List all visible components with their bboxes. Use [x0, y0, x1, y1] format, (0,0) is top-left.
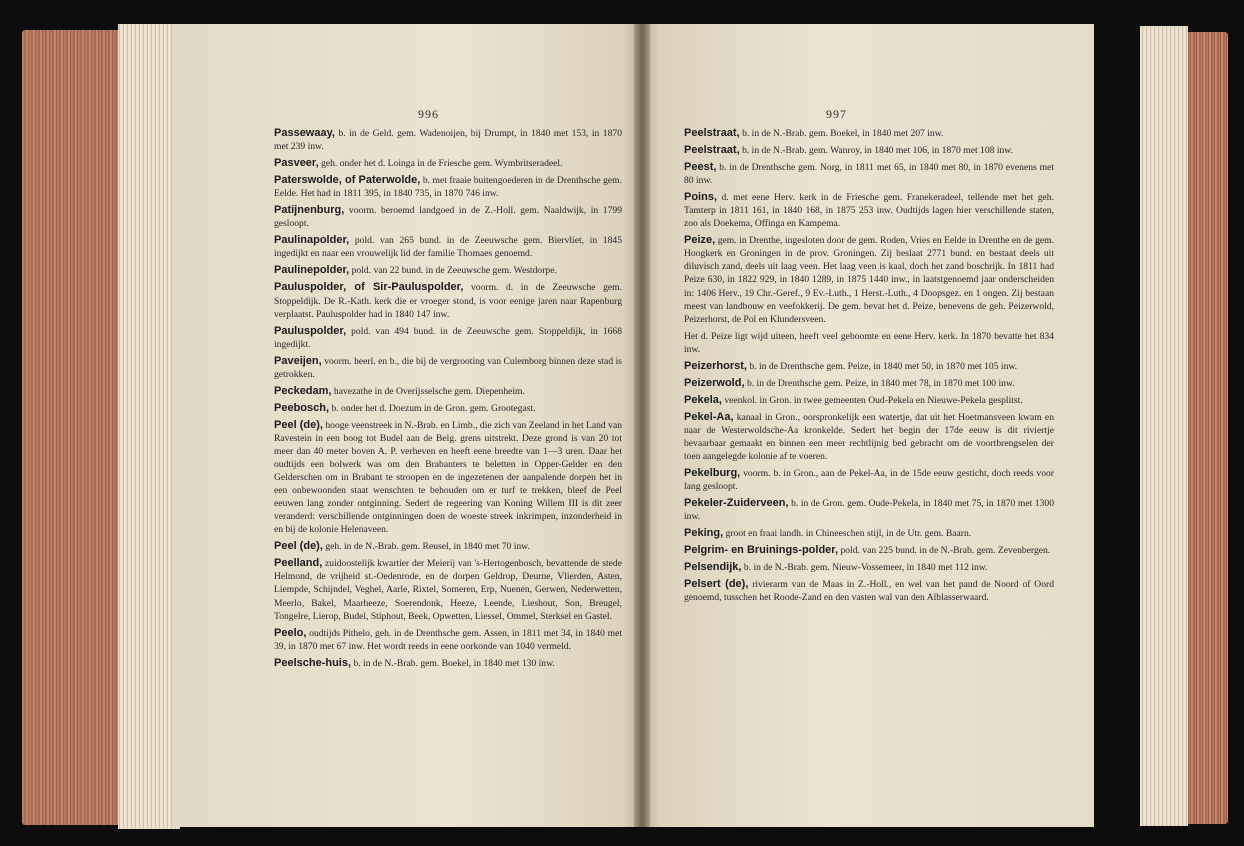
entry-text: pold. van 265 bund. in de Zeeuwsche gem. Biervliet, in 1845 ingedijkt en naar een vrouwelijk lid der familie Thomaes genoemd. — [274, 235, 622, 260]
entry-text: havezathe in de Overijsselsche gem. Diepenheim. — [333, 385, 525, 397]
dictionary-entry — [684, 561, 1054, 574]
dictionary-entry — [684, 191, 1054, 230]
entry-text: oudtijds Pithelo, geh. in de Drenthsche gem. Assen, in 1811 met 34, in 1840 met 39, in 1870 met 67 inw. Het wordt reeds in eene oorkonde van 1040 vermeld. — [274, 627, 622, 652]
dictionary-entry — [274, 127, 622, 153]
dictionary-entry — [274, 204, 622, 230]
entry-text: gem. in Drenthe, ingesloten door de gem. Roden, Vries en Eelde in Drenthe en de gem. Hoogkerk en Groningen in de prov. Groningen. Zij beslaat 2771 bund. en bestaat deels uit diluvisch zand, deels uit laag veen. Het laag veen is kaal, doch het zand boschrijk. In 1811 had Peize 630, in 1822 929, in 1840 1289, in 1875 1440 inw., in laatstgenoemd jaar onderscheiden in: 1406 Herv., 19 Chr.-Geref., 9 Ev.-Luth., 1 Herst.-Luth., 4 Doopsgez. en 1 ongen. Zij bestaan meest van landbouw en veefokkerij. De gem. bevat het d. Peize, benevens de geh. Peizerwold, Peizerhorst, de Pol en Klundersveen. — [684, 235, 1054, 325]
entry-headword: Peckedam, — [274, 384, 332, 397]
entry-text: b. in de Drenthsche gem. Peize, in 1840 met 50, in 1870 met 105 inw. — [749, 360, 1018, 372]
entry-text: b. in de Drenthsche gem. Peize, in 1840 met 78, in 1870 met 100 inw. — [746, 377, 1015, 389]
dictionary-entry — [274, 264, 622, 277]
entry-headword: Peelstraat, — [684, 144, 740, 157]
entry-text: zuidoostelijk kwartier der Meierij van 's-Hertogenbosch, bevattende de stede Helmond, de vrijheid st.-Oedenrode, en de dorpen Geldrop, Deurne, Vlierden, Asten, Liempde, Schijndel, Veghel, Aarle, Rixtel, Someren, Erp, Nuenen, Gerwen, Nederwetten, Meerlo, Bakel, Maarheeze, Soerendonk, Heeze, Leende, Lieshout, Son, Breugel, Tongelre, Lierop, Budel, Stiphout, Beek, Opwetten, Liessel, Ommel, Sterksel en Gastel. — [274, 558, 622, 622]
dictionary-entry — [684, 544, 1054, 557]
entry-headword: Peizerhorst, — [684, 359, 747, 372]
dictionary-entry — [274, 540, 622, 553]
left-page — [172, 24, 642, 827]
entry-headword: Peelsche-huis, — [274, 656, 352, 669]
page-number: 996 — [418, 107, 439, 121]
entry-headword: Pekelburg, — [684, 467, 741, 480]
entry-text: geh. onder het d. Loinga in de Friesche gem. Wymbritseradeel. — [321, 158, 563, 170]
dictionary-entry — [684, 527, 1054, 540]
entry-headword: Peizerwold, — [684, 376, 745, 389]
dictionary-entry — [684, 497, 1054, 523]
entry-headword: Pasveer, — [274, 157, 319, 170]
entry-text: rivierarm van de Maas in Z.-Holl., en wel van het pand de Noord of Oord genoemd, tusschen het Roode-Zand en den vasten wal van den Alblasserwaard. — [684, 579, 1054, 604]
dictionary-entry — [684, 330, 1054, 356]
entry-text: voorm. beroemd landgoed in de Z.-Holl. gem. Naaldwijk, in 1799 gesloopt. — [274, 205, 622, 230]
dictionary-entry — [684, 161, 1054, 187]
dictionary-entry — [274, 281, 622, 320]
dictionary-entry — [274, 355, 622, 381]
entry-headword: Passewaay, — [274, 127, 335, 139]
entry-text: voorm. b. in Gron., aan de Pekel-Aa, in de 15de eeuw gesticht, doch reeds voor lang gesloopt. — [684, 468, 1054, 493]
dictionary-entry — [274, 627, 622, 653]
entry-headword: Peelo, — [274, 626, 307, 639]
entry-text: b. in de Geld. gem. Wadenoijen, bij Drumpt, in 1840 met 153, in 1870 met 239 inw. — [274, 128, 622, 153]
dictionary-entry — [274, 557, 622, 622]
entry-headword: Paveijen, — [274, 354, 322, 367]
entry-text: kanaal in Gron., oorspronkelijk een watertje, dat uit het Hoetmansveen kwam en naar de Westerwoldsche-Aa kronkelde. Sedert het begin der 17de eeuw is dit riviertje bevaarbaar gemaakt en binnen een meer rechtlijnig bed gebracht om de voortbrengselen der toen aangelegde kolonie af te voeren. — [684, 411, 1054, 463]
dictionary-entry — [274, 234, 622, 260]
entry-text: b. in de N.-Brab. gem. Boekel, in 1840 met 130 inw. — [353, 657, 555, 669]
dictionary-entry — [684, 467, 1054, 493]
entry-text: geh. in de N.-Brab. gem. Reusel, in 1840 met 70 inw. — [325, 541, 530, 553]
dictionary-entry — [684, 377, 1054, 390]
entry-text: b. in de Drenthsche gem. Norg, in 1811 met 65, in 1840 met 80, in 1870 evenens met 80 inw. — [684, 162, 1054, 187]
entry-headword: Pelgrim- en Bruinings-polder, — [684, 544, 839, 557]
entry-headword: Paterswolde, of Paterwolde, — [274, 174, 421, 187]
dictionary-entry — [274, 402, 622, 415]
page-number: 997 — [826, 107, 847, 121]
entry-headword: Pelsert (de), — [684, 578, 749, 591]
dictionary-entry — [274, 325, 622, 351]
page-stack-left — [118, 24, 180, 829]
entry-text: b. in de N.-Brab. gem. Boekel, in 1840 met 207 inw. — [742, 128, 944, 139]
entry-text: b. onder het d. Doezum in de Gron. gem. Grootegast. — [331, 402, 536, 414]
entry-headword: Peel (de), — [274, 418, 323, 431]
entry-headword: Pekela, — [684, 393, 722, 406]
entry-text: b. in de N.-Brab. gem. Wanroy, in 1840 met 106, in 1870 met 108 inw. — [742, 145, 1013, 157]
dictionary-entry — [684, 144, 1054, 157]
entry-text: pold. van 225 bund. in de N.-Brab. gem. Zevenbergen. — [840, 545, 1051, 557]
entry-text: hooge veenstreek in N.-Brab. en Limb., die zich van Zeeland in het Land van Ravestein in een boog tot Budel aan de Belg. grens uitstrekt. Deze grond is van 20 tot meer dan 40 meter boven A. P. verheven en heeft eene breedte van 1—3 uren. Daar het oudtijds een bolwerk was om den Brabanters te beletten in Opper-Gelder en den Gelderschen om in Brabant te stroopen en de ingezetenen der aanpalende dorpen het in een onbewoonden staat wenschten te behouden om er turf te trekken, bleef de Peel eeuwen lang zonder ontginning. Sedert de regeering van Koning Willem III is dit zeer veranderd: verschillende ontginningen doen de woeste streek inkrimpen, inzonderheid in en bij de kolonie Helenaveen. — [274, 419, 622, 536]
entry-text: voorm. heerl. en b., die bij de vergrooting van Culemborg binnen deze stad is getrokken. — [274, 355, 622, 380]
entry-headword: Peel (de), — [274, 540, 323, 553]
entry-text: veenkol. in Gron. in twee gemeenten Oud-Pekela en Nieuwe-Pekela gesplitst. — [724, 394, 1023, 406]
entry-headword: Pekeler-Zuiderveen, — [684, 497, 789, 510]
dictionary-entry — [274, 157, 622, 170]
entry-headword: Peest, — [684, 161, 717, 174]
dictionary-entry — [684, 127, 1054, 140]
entry-text: pold. van 494 bund. in de Zeeuwsche gem. Stoppeldijk, in 1668 ingedijkt. — [274, 325, 623, 350]
page-stack-right — [1140, 26, 1188, 826]
dictionary-entry — [684, 360, 1054, 373]
entry-text: voorm. d. in de Zeeuwsche gem. Stoppeldijk. De R.-Kath. kerk die er vroeger stond, is voor eenige jaren naar Rapenburg verplaatst. Pauluspolder had in 1840 147 inw. — [274, 282, 623, 320]
dictionary-entry — [684, 578, 1054, 604]
dictionary-entry — [274, 174, 622, 200]
dictionary-entry — [684, 234, 1054, 325]
entry-text: Het d. Peize ligt wijd uiteen, heeft veel geboomte en eene Herv. kerk. In 1870 bevatte het 834 inw. — [684, 330, 1054, 355]
entry-headword: Pauluspolder, of Sir-Pauluspolder, — [274, 281, 464, 294]
entry-text: b. met fraaie buitengoederen in de Drenthsche gem. Eelde. Het had in 1811 395, in 1840 735, in 1870 746 inw. — [274, 175, 623, 200]
left-column — [274, 127, 622, 674]
entry-headword: Peelstraat, — [684, 127, 740, 139]
entry-headword: Patijnenburg, — [274, 204, 345, 217]
right-column — [684, 127, 1054, 609]
entry-headword: Peking, — [684, 527, 724, 540]
entry-headword: Pauluspolder, — [274, 324, 347, 337]
entry-headword: Peebosch, — [274, 401, 330, 414]
entry-headword: Poins, — [684, 191, 718, 204]
entry-text: pold. van 22 bund. in de Zeeuwsche gem. Westdorpe. — [351, 265, 557, 277]
entry-headword: Pelsendijk, — [684, 561, 742, 574]
entry-headword: Pekel-Aa, — [684, 410, 734, 423]
book-gutter — [634, 24, 650, 827]
entry-text: groot en fraai landh. in Chineeschen stijl, in de Utr. gem. Baarn. — [725, 528, 972, 540]
entry-text: b. in de Gron. gem. Oude-Pekela, in 1840 met 75, in 1870 met 1300 inw. — [684, 498, 1054, 523]
entry-headword: Peize, — [684, 234, 716, 247]
dictionary-entry — [684, 411, 1054, 463]
entry-headword: Peelland, — [274, 557, 323, 570]
right-page — [642, 24, 1094, 827]
open-book — [22, 18, 1228, 833]
dictionary-entry — [274, 385, 622, 398]
dictionary-entry — [274, 657, 622, 670]
entry-headword: Paulinepolder, — [274, 264, 350, 277]
entry-headword: Paulinapolder, — [274, 234, 350, 247]
entry-text: b. in de N.-Brab. gem. Nieuw-Vossemeer, in 1840 met 112 inw. — [743, 562, 988, 574]
entry-text: d. met eene Herv. kerk in de Friesche gem. Franekeradeel, tellende met het geh. Tamterp in 1811 161, in 1840 168, in 1875 253 inw. Oudtijds lagen hier verschillende staten, zoo als Doekema, Offinga en Kampema. — [684, 192, 1054, 230]
dictionary-entry — [274, 419, 622, 536]
dictionary-entry — [684, 394, 1054, 407]
